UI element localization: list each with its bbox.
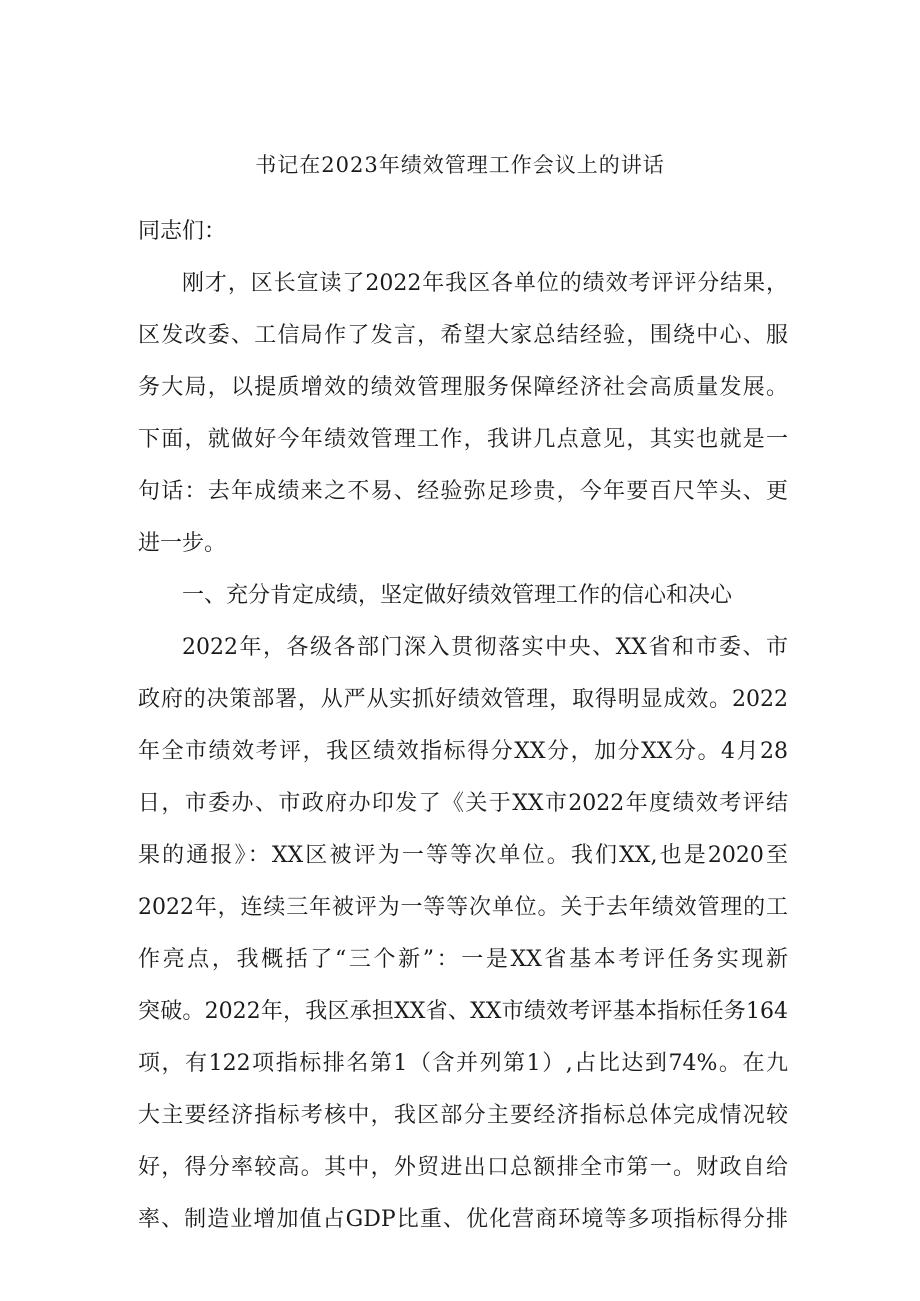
- paragraph-2-line: 果的通报》：XX区被评为一等等次单位。我们XX,也是2020至: [138, 843, 788, 868]
- paragraph-1-line: 下面，就做好今年绩效管理工作，我讲几点意见，其实也就是一: [138, 427, 788, 452]
- paragraph-2-line: 年全市绩效考评，我区绩效指标得分XX分，加分XX分。4月28: [138, 739, 788, 764]
- paragraph-2-line: 突破。2022年，我区承担XX省、XX市绩效考评基本指标任务164: [138, 999, 788, 1024]
- paragraph-1-line: 句话：去年成绩来之不易、经验弥足珍贵，今年要百尺竿头、更: [138, 479, 788, 504]
- paragraph-2-line: 好，得分率较高。其中，外贸进出口总额排全市第一。财政自给: [138, 1155, 788, 1180]
- paragraph-1-line: 区发改委、工信局作了发言，希望大家总结经验，围绕中心、服: [138, 323, 788, 348]
- paragraph-1-line: 务大局，以提质增效的绩效管理服务保障经济社会高质量发展。: [138, 375, 788, 400]
- salutation: 同志们：: [138, 219, 227, 244]
- paragraph-1-line: 刚才，区长宣读了2022年我区各单位的绩效考评评分结果，: [182, 271, 788, 296]
- paragraph-2-line: 大主要经济指标考核中，我区部分主要经济指标总体完成情况较: [138, 1103, 788, 1128]
- paragraph-2-line: 项，有122项指标排名第1（含并列第1）,占比达到74%。在九: [138, 1051, 788, 1076]
- paragraph-2-line: 作亮点，我概括了“三个新”：一是XX省基本考评任务实现新: [138, 947, 788, 972]
- paragraph-2-line: 2022年，连续三年被评为一等等次单位。关于去年绩效管理的工: [138, 895, 788, 920]
- document-title: 书记在2023年绩效管理工作会议上的讲话: [255, 153, 665, 177]
- section-heading-1: 一、充分肯定成绩，坚定做好绩效管理工作的信心和决心: [182, 583, 733, 608]
- paragraph-2-line: 日，市委办、市政府办印发了《关于XX市2022年度绩效考评结: [138, 791, 788, 816]
- paragraph-2-line: 2022年，各级各部门深入贯彻落实中央、XX省和市委、市: [182, 635, 788, 660]
- paragraph-2-line: 率、制造业增加值占GDP比重、优化营商环境等多项指标得分排: [138, 1207, 788, 1232]
- paragraph-2-line: 政府的决策部署，从严从实抓好绩效管理，取得明显成效。2022: [138, 687, 788, 712]
- paragraph-1-line: 进一步。: [138, 531, 227, 556]
